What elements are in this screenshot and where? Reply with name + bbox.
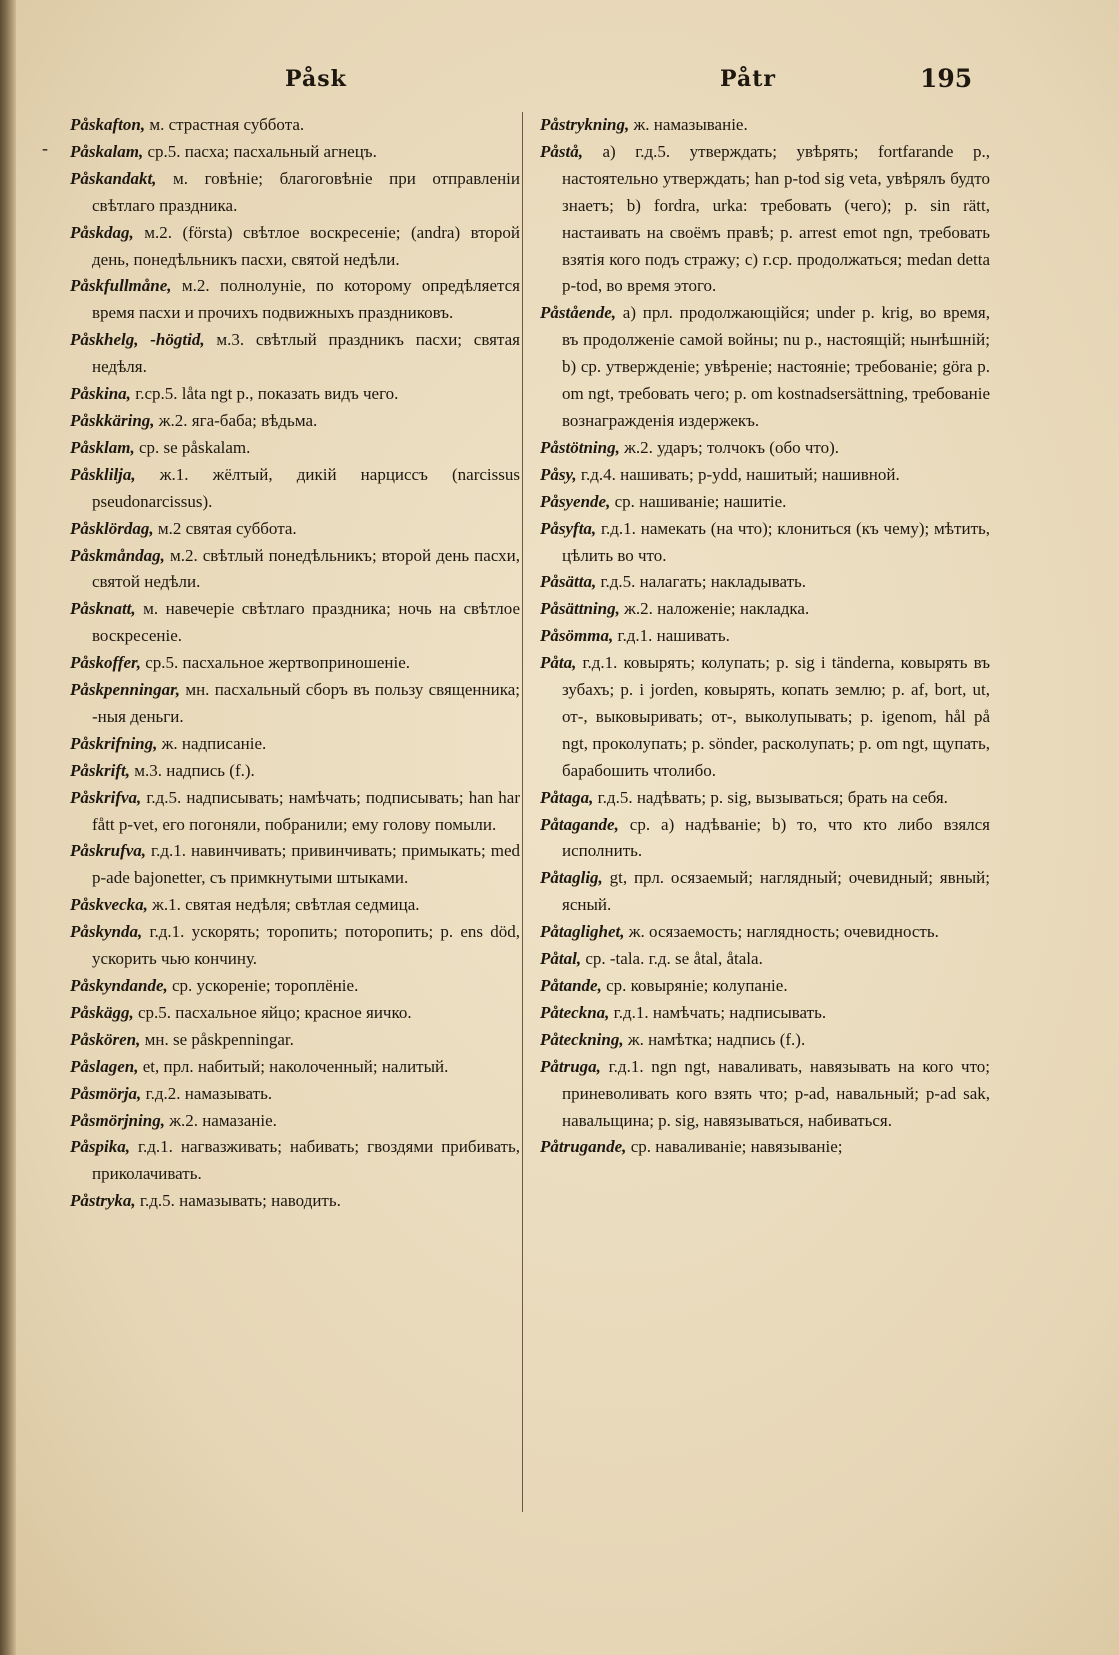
entry-headword: Påsklilja, bbox=[70, 464, 136, 484]
entry-definition: ср. нашиваніе; нашитіе. bbox=[610, 491, 787, 511]
entry-definition: ж.2. наложеніе; накладка. bbox=[619, 599, 810, 619]
page-header bbox=[80, 60, 980, 100]
entry-headword: Påspika, bbox=[70, 1137, 130, 1157]
entry-definition: г.д.2. намазывать. bbox=[141, 1083, 273, 1103]
entry-headword: Påskoffer, bbox=[70, 653, 141, 673]
entry-definition: г.д.4. нашивать; p-ydd, нашитый; нашивной. bbox=[576, 464, 900, 484]
entry-headword: Påsmörjning, bbox=[70, 1110, 165, 1130]
entry-headword: Påsknatt, bbox=[70, 599, 136, 619]
dictionary-entry bbox=[540, 112, 990, 139]
dictionary-entry bbox=[540, 300, 990, 435]
entry-headword: Påskalam, bbox=[70, 141, 144, 161]
dictionary-entry bbox=[540, 596, 990, 623]
dictionary-entry bbox=[70, 1054, 520, 1081]
entry-definition: г.ср.5. låta ngt p., показать видъ чего. bbox=[130, 384, 399, 404]
entry-headword: Påslagen, bbox=[70, 1056, 139, 1076]
dictionary-entry bbox=[540, 623, 990, 650]
entry-headword: Påtrugande, bbox=[540, 1137, 627, 1157]
entry-definition: ж.1. жёлтый, дикій нарциссъ (narcissus pseudonarcissus). bbox=[92, 464, 520, 511]
dictionary-entry bbox=[70, 166, 520, 220]
dictionary-entry bbox=[540, 785, 990, 812]
entry-headword: Påtaglig, bbox=[540, 868, 603, 888]
dictionary-entry bbox=[70, 1134, 520, 1188]
dictionary-entry bbox=[540, 139, 990, 300]
dictionary-entry bbox=[540, 516, 990, 570]
entry-definition: м. навечеріе свѣтлаго праздника; ночь на свѣтлое воскресеніе. bbox=[92, 599, 520, 646]
entry-definition: ж.2. яга-баба; вѣдьма. bbox=[154, 410, 318, 430]
entry-headword: Påskrufva, bbox=[70, 841, 147, 861]
entry-headword: Påtruga, bbox=[540, 1056, 601, 1076]
entry-headword: Påskägg, bbox=[70, 1002, 134, 1022]
dictionary-entry bbox=[70, 650, 520, 677]
page-number: 195 bbox=[920, 64, 973, 93]
dictionary-entry bbox=[70, 112, 520, 139]
dictionary-entry bbox=[70, 731, 520, 758]
entry-definition: ср. ковыряніе; колупаніе. bbox=[601, 976, 788, 995]
entry-headword: Påteckning, bbox=[540, 1029, 624, 1049]
dictionary-entry bbox=[70, 677, 520, 731]
right-column bbox=[540, 112, 990, 1161]
margin-mark: - bbox=[42, 138, 48, 158]
entry-headword: Påteckna, bbox=[540, 1002, 610, 1022]
entry-headword: Påskfullmåne, bbox=[70, 276, 172, 296]
entry-headword: Påstötning, bbox=[540, 437, 620, 457]
entry-headword: Påstå, bbox=[540, 141, 583, 161]
dictionary-entry bbox=[70, 919, 520, 973]
entry-definition: м.2. (första) свѣтлое воскресеніе; (andra) второй день, понедѣльникъ пасхи, святой недѣли. bbox=[92, 222, 520, 269]
entry-headword: Påskrift, bbox=[70, 760, 130, 780]
entry-definition: г.д.1. ngn ngt, навaливать, навязывать на кого что; приневоливать кого взять что; p-ad, навальный; p-ad sak, навальщина; p. sig, навязываться, набиваться. bbox=[562, 1056, 990, 1130]
entry-definition: г.д.5. надписывать; намѣчать; подписывать; han har fått p-vet, его погоняли, побранили; ему голову помыли. bbox=[92, 787, 520, 834]
entry-headword: Påtagande, bbox=[540, 814, 619, 834]
dictionary-entry bbox=[70, 1027, 520, 1054]
dictionary-entry bbox=[70, 785, 520, 839]
dictionary-entry bbox=[70, 1000, 520, 1027]
entry-headword: Påskvecka, bbox=[70, 895, 148, 915]
entry-headword: Påsklördag, bbox=[70, 518, 154, 538]
entry-definition: г.д.5. надѣвать; p. sig, вызываться; брать на себя. bbox=[593, 787, 948, 807]
entry-headword: Påstående, bbox=[540, 303, 617, 323]
entry-definition: ж. осязаемость; наглядность; очевидность. bbox=[624, 922, 939, 942]
dictionary-entry bbox=[540, 435, 990, 462]
entry-definition: г.д.1. намѣчать; надписывать. bbox=[609, 1002, 827, 1022]
dictionary-entry bbox=[70, 139, 520, 166]
book-binding-edge bbox=[0, 0, 16, 1655]
entry-definition: gt, прл. осязаемый; наглядный; очевидный; явный; ясный. bbox=[562, 868, 990, 915]
dictionary-entry bbox=[70, 1108, 520, 1135]
entry-headword: Påsyende, bbox=[540, 491, 611, 511]
entry-definition: м.2 святая суббота. bbox=[153, 518, 297, 538]
entry-headword: Påta, bbox=[540, 653, 577, 673]
dictionary-entry bbox=[540, 1027, 990, 1054]
entry-definition: ср. se påskalam. bbox=[134, 437, 251, 457]
entry-definition: м.3. надпись (f.). bbox=[129, 760, 255, 780]
entry-headword: Påskkäring, bbox=[70, 410, 155, 430]
entry-headword: Påskhelg, -högtid, bbox=[70, 330, 205, 350]
entry-definition: ср.5. пасхальное яйцо; красное яичко. bbox=[133, 1002, 412, 1022]
dictionary-entry bbox=[540, 489, 990, 516]
entry-definition: г.д.5. намазывать; наводить. bbox=[135, 1191, 341, 1211]
left-column bbox=[70, 112, 520, 1215]
entry-headword: Påsyfta, bbox=[540, 518, 597, 538]
dictionary-entry bbox=[70, 462, 520, 516]
entry-definition: а) г.д.5. утверждать; увѣрять; fortfarande p., настоятельно утверждать; han p-tod sig veta, увѣрялъ будто знаетъ; b) fordra, urka: требовать (чего); p. sin rätt, настаивать на своёмъ правѣ; p. arrest emot ngn, требовать взятія кого подъ стражу; c) г.ср. продолжаться; medan detta p-tod, во время этого. bbox=[562, 141, 990, 296]
entry-definition: ж.2. ударъ; толчокъ (обо что). bbox=[619, 437, 840, 457]
entry-headword: Påskafton, bbox=[70, 115, 146, 134]
dictionary-entry bbox=[70, 973, 520, 1000]
entry-definition: et, прл. набитый; наколоченный; налитый. bbox=[138, 1056, 449, 1076]
entry-headword: Påskina, bbox=[70, 384, 131, 404]
dictionary-entry bbox=[70, 596, 520, 650]
entry-definition: г.д.1. намекать (на что); клониться (къ чему); мѣтить, цѣлить во что. bbox=[562, 518, 990, 565]
dictionary-entry bbox=[70, 381, 520, 408]
dictionary-entry bbox=[540, 973, 990, 1000]
entry-headword: Påsklam, bbox=[70, 437, 135, 457]
entry-definition: ж. намазываніе. bbox=[629, 115, 748, 134]
entry-definition: м.2. свѣтлый понедѣльникъ; второй день пасхи, святой недѣли. bbox=[92, 545, 520, 592]
entry-headword: Påtaga, bbox=[540, 787, 594, 807]
entry-headword: Påskören, bbox=[70, 1029, 141, 1049]
entry-definition: г.д.1. нагвазживать; набивать; гвоздями прибивать, приколачивать. bbox=[92, 1137, 520, 1184]
entry-headword: Påtande, bbox=[540, 976, 602, 995]
entry-definition: г.д.1. ковырять; колупать; p. sig i tänderna, ковырять въ зубахъ; p. i jorden, ковырять, копать землю; p. af, bort, ut, от-, выковыривать; от-, выколупывать; p. igenom, hål på ngt, проколупать; p. sönder, расколупать; p. om ngt, щупать, барабошить чтолибо. bbox=[562, 653, 990, 780]
entry-definition: г.д.1. навинчивать; привинчивать; примыкать; med p-ade bajonetter, съ примкнутыми штыками. bbox=[92, 841, 520, 888]
entry-definition: м.3. свѣтлый праздникъ пасхи; святая недѣля. bbox=[92, 330, 520, 377]
entry-definition: ср.5. пасхальное жертвоприношеніе. bbox=[141, 653, 411, 673]
entry-definition: мн. пасхальный сборъ въ пользу священника; -ныя деньги. bbox=[92, 680, 520, 726]
entry-headword: Påsmörja, bbox=[70, 1083, 142, 1103]
dictionary-entry bbox=[540, 569, 990, 596]
entry-headword: Påskrifva, bbox=[70, 787, 142, 807]
entry-headword: Påtaglighet, bbox=[540, 922, 625, 942]
dictionary-entry bbox=[540, 462, 990, 489]
entry-definition: ср. ускореніе; тороплёніе. bbox=[167, 976, 359, 995]
entry-definition: г.д.1. нашивать. bbox=[613, 626, 730, 646]
dictionary-entry bbox=[70, 892, 520, 919]
entry-definition: м. страстная суббота. bbox=[145, 115, 305, 134]
dictionary-entry bbox=[540, 650, 990, 785]
dictionary-entry bbox=[70, 408, 520, 435]
entry-definition: ср. -tala. г.д. se åtal, åtala. bbox=[581, 949, 763, 969]
entry-headword: Påskynda, bbox=[70, 922, 143, 942]
entry-definition: ж. надписаніе. bbox=[157, 733, 267, 753]
entry-headword: Påsy, bbox=[540, 464, 577, 484]
entry-definition: м.2. полнолуніе, по которому опредѣляется время пасхи и прочихъ подвижныхъ праздниковъ. bbox=[92, 276, 520, 323]
dictionary-entry bbox=[70, 220, 520, 274]
entry-definition: г.д.1. ускорять; торопить; поторопить; p. ens död, ускорить чью кончину. bbox=[92, 922, 520, 969]
entry-headword: Påskpenningar, bbox=[70, 680, 181, 700]
entry-headword: Påskmåndag, bbox=[70, 545, 165, 565]
dictionary-entry bbox=[70, 435, 520, 462]
dictionary-entry bbox=[70, 273, 520, 327]
dictionary-entry bbox=[540, 919, 990, 946]
entry-headword: Påstryka, bbox=[70, 1191, 136, 1211]
entry-definition: ср. а) надѣваніе; b) то, что кто либо взялся исполнить. bbox=[562, 814, 990, 861]
column-divider bbox=[522, 112, 523, 1512]
entry-definition: ср. наваливаніе; навязываніе; bbox=[626, 1137, 843, 1157]
dictionary-entry bbox=[70, 1188, 520, 1215]
entry-definition: а) прл. продолжающійся; under p. krig, во время, въ продолженіе самой войны; nu p., настоящій; нынѣшній; b) ср. утвержденіе; увѣреніе; настояніе; требованіе; göra p. om ngt, требовать чего; p. om kostnadsersättning, требованіе вознагражденія издержекъ. bbox=[562, 303, 990, 430]
entry-definition: ж.2. намазаніе. bbox=[164, 1110, 277, 1130]
dictionary-entry bbox=[540, 812, 990, 866]
left-guide-word: Påsk bbox=[285, 66, 347, 92]
entry-definition: м. говѣніе; благоговѣніе при отправленіи свѣтлаго праздника. bbox=[92, 168, 520, 215]
dictionary-entry bbox=[70, 516, 520, 543]
dictionary-entry bbox=[540, 1000, 990, 1027]
dictionary-entry bbox=[540, 865, 990, 919]
entry-headword: Påskdag, bbox=[70, 222, 134, 242]
dictionary-entry bbox=[70, 758, 520, 785]
dictionary-entry bbox=[70, 838, 520, 892]
entry-headword: Påskyndande, bbox=[70, 976, 168, 995]
entry-headword: Påtal, bbox=[540, 949, 582, 969]
entry-headword: Påskrifning, bbox=[70, 733, 158, 753]
dictionary-entry bbox=[70, 1081, 520, 1108]
entry-definition: г.д.5. налагать; накладывать. bbox=[596, 572, 807, 592]
entry-headword: Påskandakt, bbox=[70, 168, 157, 188]
entry-headword: Påstrykning, bbox=[540, 115, 630, 134]
entry-definition: ср.5. пасха; пасхальный агнецъ. bbox=[143, 141, 377, 161]
dictionary-entry bbox=[540, 946, 990, 973]
dictionary-entry bbox=[70, 543, 520, 597]
entry-definition: мн. se påskpenningar. bbox=[140, 1029, 294, 1049]
dictionary-entry bbox=[70, 327, 520, 381]
dictionary-entry bbox=[540, 1134, 990, 1161]
entry-headword: Påsätta, bbox=[540, 572, 597, 592]
entry-definition: ж. намѣтка; надпись (f.). bbox=[623, 1029, 806, 1049]
dictionary-entry bbox=[540, 1054, 990, 1135]
entry-headword: Påsömma, bbox=[540, 626, 614, 646]
entry-definition: ж.1. святая недѣля; свѣтлая седмица. bbox=[147, 895, 420, 915]
right-guide-word: Påtr bbox=[720, 66, 776, 92]
entry-headword: Påsättning, bbox=[540, 599, 620, 619]
